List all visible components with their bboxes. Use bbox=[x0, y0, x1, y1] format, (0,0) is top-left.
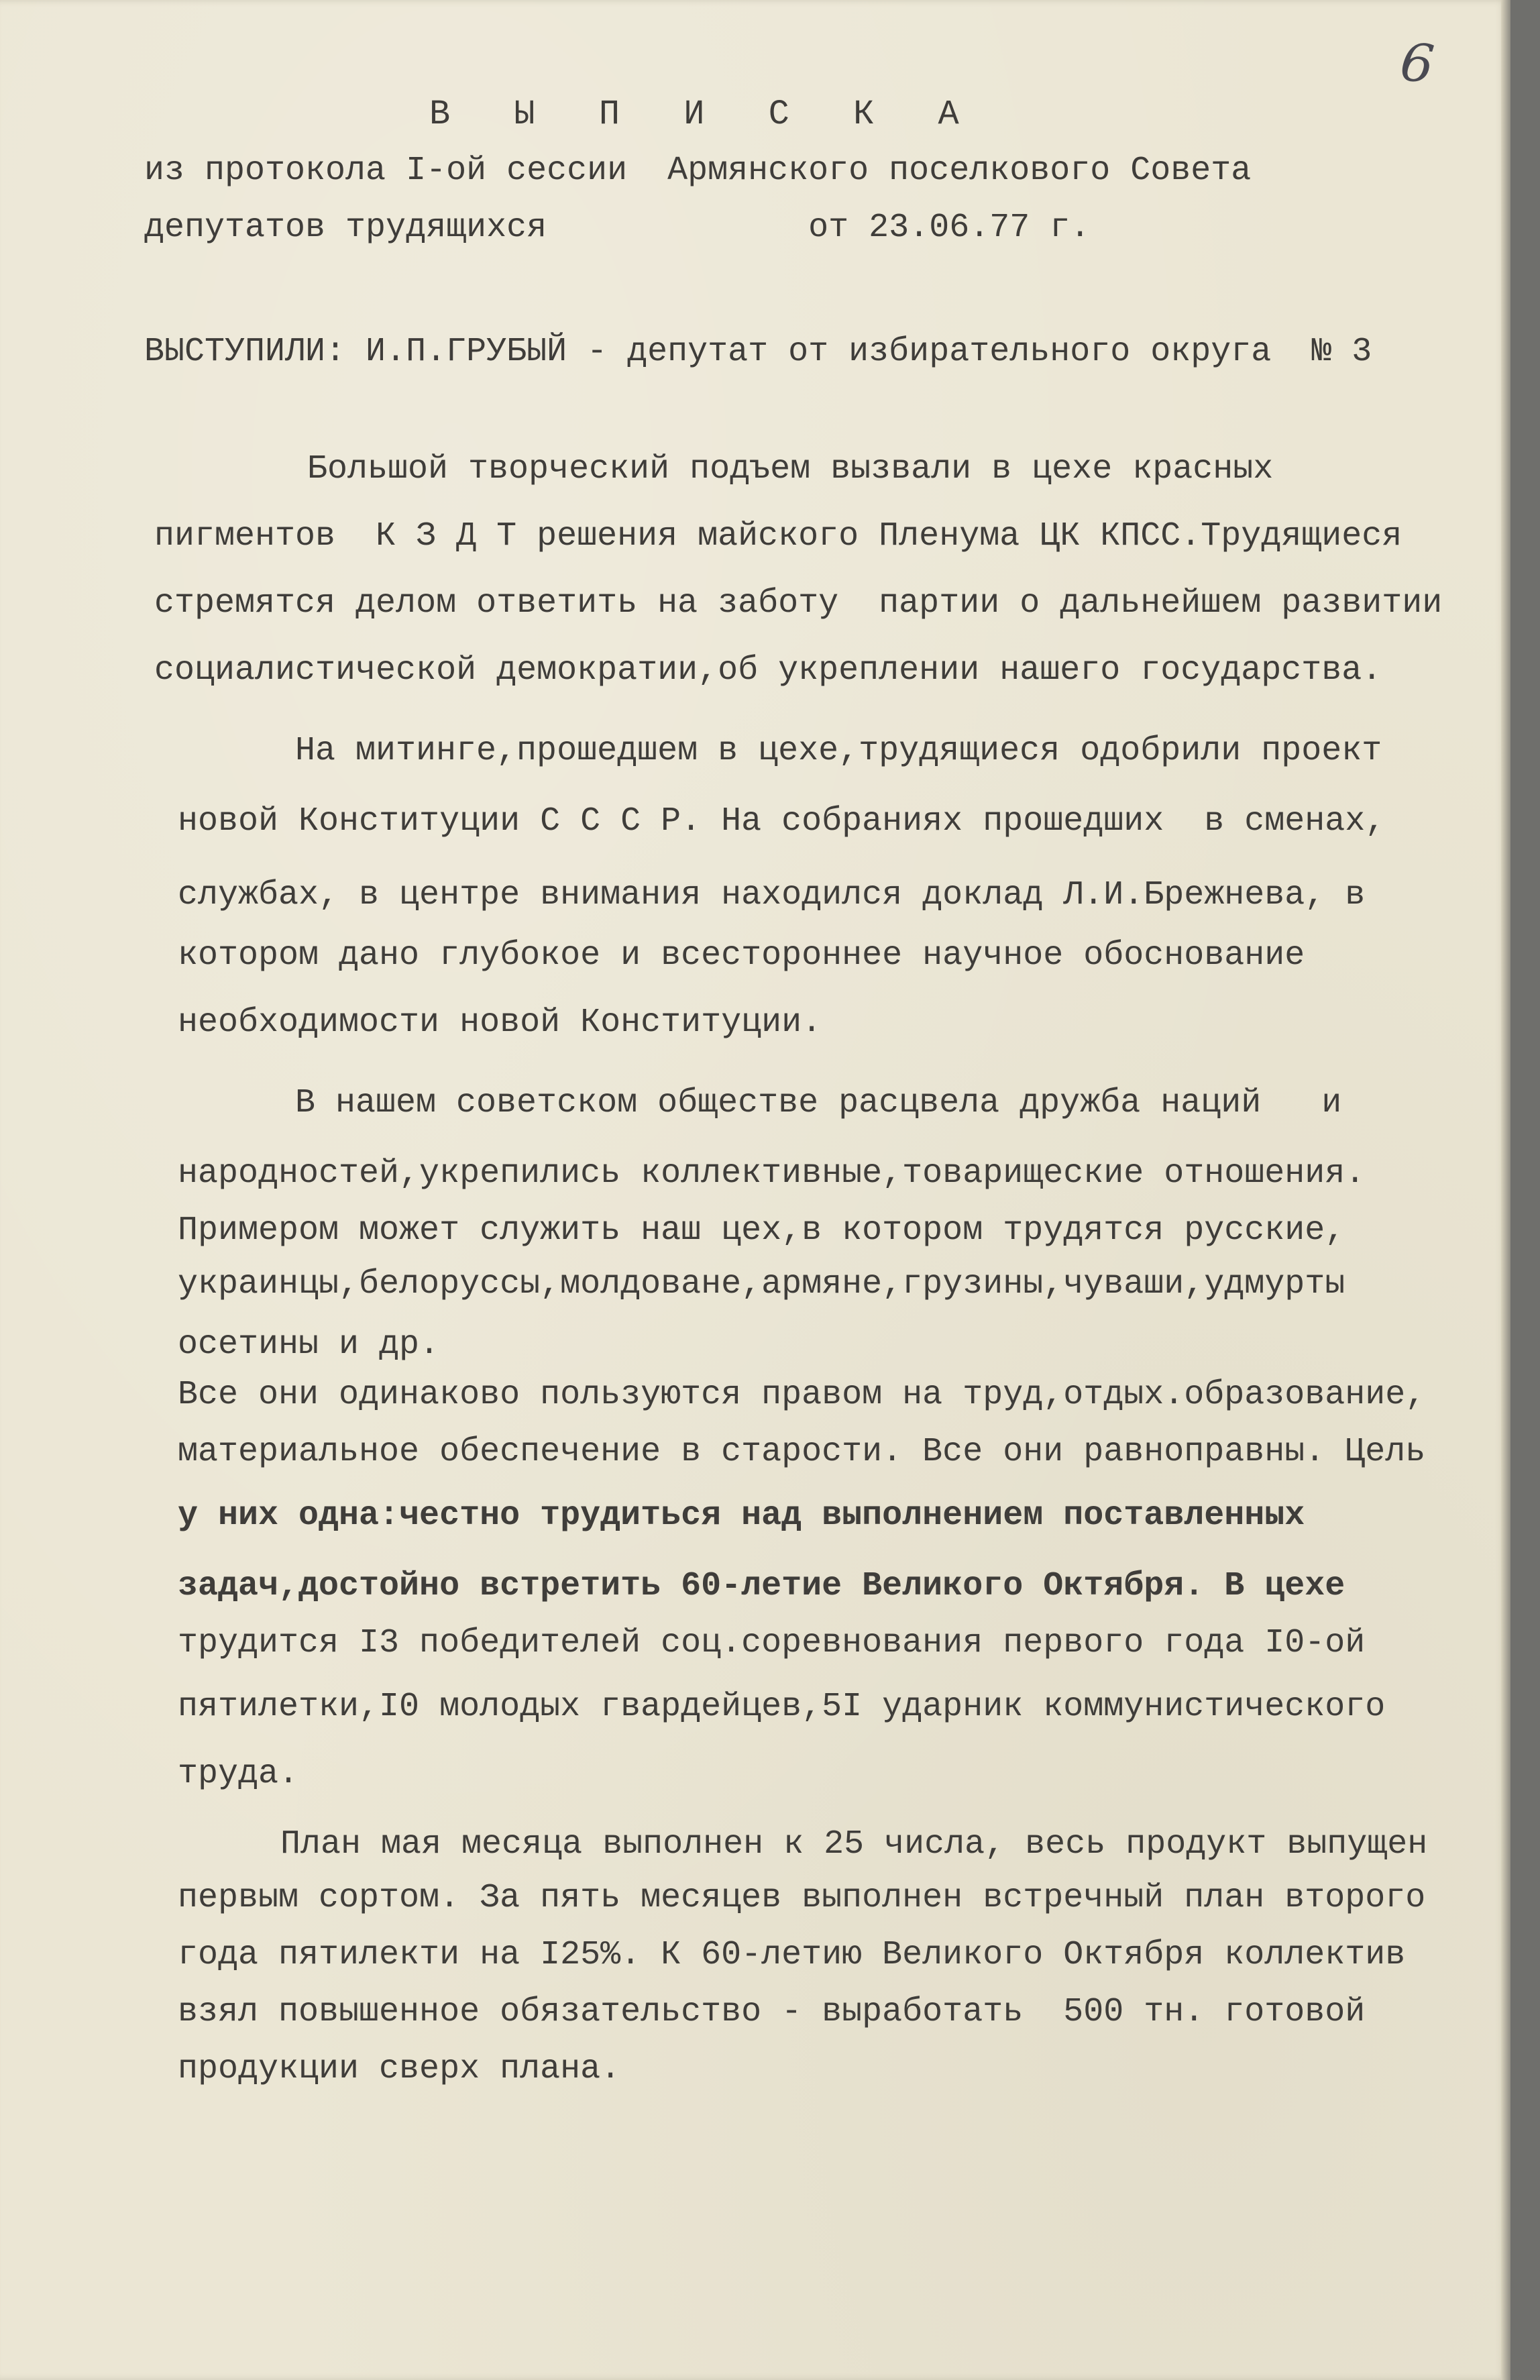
body-line: социалистической демократии,об укреплении нашего государства. bbox=[154, 651, 1382, 690]
body-line: На митинге,прошедшем в цехе,трудящиеся одобрили проект bbox=[295, 732, 1382, 770]
body-line: службах, в центре внимания находился доклад Л.И.Брежнева, в bbox=[178, 876, 1366, 914]
body-line: В нашем советском обществе расцвела дружба наций и bbox=[295, 1084, 1342, 1122]
body-line: Примером может служить наш цех,в котором трудятся русские, bbox=[178, 1211, 1345, 1250]
heading-line-date: депутатов трудящихся от 23.06.77 г. bbox=[144, 209, 1091, 247]
folio-number: 6 bbox=[1397, 32, 1437, 96]
body-line: новой Конституции С С С Р. На собраниях прошедших в сменах, bbox=[178, 802, 1386, 841]
body-line: материальное обеспечение в старости. Все они равноправны. Цель bbox=[178, 1433, 1426, 1471]
body-line: пигментов К З Д Т решения майского Пленума ЦК КПСС.Трудящиеся bbox=[154, 517, 1402, 555]
body-line: у них одна:честно трудиться над выполнением поставленных bbox=[178, 1497, 1305, 1535]
body-line: первым сортом. За пять месяцев выполнен встречный план второго bbox=[178, 1879, 1426, 1917]
speaker-line: ВЫСТУПИЛИ: И.П.ГРУБЫЙ - депутат от избирательного округа № 3 bbox=[144, 333, 1372, 371]
body-line: стремятся делом ответить на заботу партии о дальнейшем развитии bbox=[154, 584, 1443, 623]
body-line: осетины и др. bbox=[178, 1326, 440, 1364]
body-line: пятилетки,I0 молодых гвардейцев,5I ударник коммунистического bbox=[178, 1688, 1386, 1726]
document-title: В Ы П И С К А bbox=[429, 95, 981, 134]
body-line: Большой творческий подъем вызвали в цехе красных bbox=[307, 450, 1274, 488]
body-line: народностей,укрепились коллективные,товарищеские отношения. bbox=[178, 1154, 1366, 1193]
body-line: котором дано глубокое и всестороннее научное обоснование bbox=[178, 936, 1305, 975]
body-line: украинцы,белоруссы,молдоване,армяне,грузины,чуваши,удмурты bbox=[178, 1265, 1345, 1303]
body-line: труда. bbox=[178, 1755, 299, 1793]
page-edge-shadow bbox=[1501, 0, 1510, 2380]
body-line: План мая месяца выполнен к 25 числа, весь продукт выпущен bbox=[280, 1825, 1428, 1863]
body-line: взял повышенное обязательство - выработать 500 тн. готовой bbox=[178, 1993, 1366, 2031]
body-line: необходимости новой Конституции. bbox=[178, 1004, 822, 1042]
body-line: задач,достойно встретить 60-летие Великого Октября. В цехе bbox=[178, 1567, 1345, 1605]
heading-line-protocol: из протокола I-ой сессии Армянского поселкового Совета bbox=[144, 152, 1252, 190]
body-line: продукции сверх плана. bbox=[178, 2050, 621, 2088]
body-line: года пятилекти на I25%. К 60-летию Великого Октября коллектив bbox=[178, 1936, 1406, 1974]
body-line: трудится I3 победителей соц.соревнования первого года I0-ой bbox=[178, 1624, 1366, 1662]
body-line: Все они одинаково пользуются правом на труд,отдых.образование, bbox=[178, 1376, 1426, 1414]
